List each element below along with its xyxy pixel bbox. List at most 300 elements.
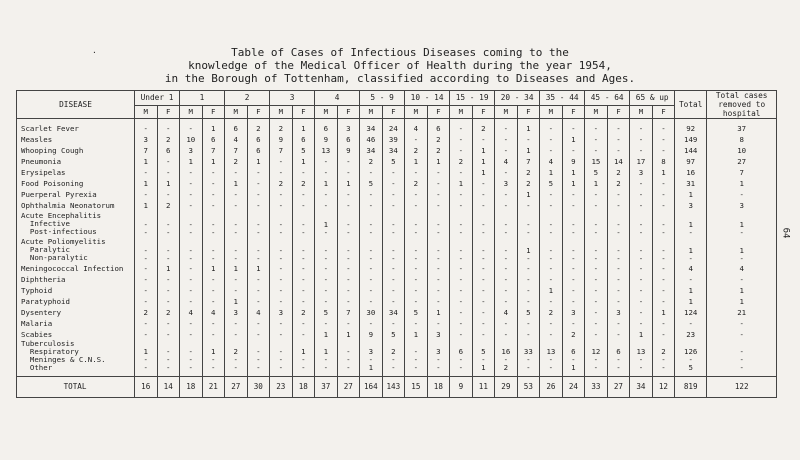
cell-value: 3 <box>739 200 744 210</box>
cell-value: - <box>278 189 284 199</box>
disease-cell <box>17 307 135 318</box>
value-cell <box>180 307 203 318</box>
value-cell <box>607 296 630 307</box>
cell-value: 7 <box>211 145 216 155</box>
value-cell <box>517 307 540 318</box>
value-cell <box>585 377 608 398</box>
value-cell <box>472 274 495 285</box>
cell-value: - <box>166 318 171 328</box>
value-cell <box>135 377 158 398</box>
value-cell <box>517 178 540 189</box>
value-cell <box>450 211 473 237</box>
value-cell <box>202 134 225 145</box>
value-cell <box>247 285 270 296</box>
cell-value: 26 <box>546 382 556 391</box>
value-cell <box>472 189 495 200</box>
value-cell <box>270 263 293 274</box>
value-cell <box>292 123 315 134</box>
cell-value: 9 <box>278 134 284 144</box>
value-cell <box>495 318 518 329</box>
value-cell <box>180 200 203 211</box>
cell-value: 4 <box>503 156 509 166</box>
cell-value: - - <box>413 246 419 263</box>
cell-value: - <box>188 318 193 328</box>
value-cell <box>292 263 315 274</box>
cell-value: - <box>503 200 509 210</box>
value-cell <box>517 274 540 285</box>
header-age-group: 35 - 44 <box>540 91 585 106</box>
value-cell <box>180 178 203 189</box>
cell-value: 1 <box>301 156 306 166</box>
value-cell <box>707 200 777 211</box>
value-cell <box>157 329 180 340</box>
value-cell <box>427 274 450 285</box>
value-cell <box>157 296 180 307</box>
cell-value: 4 <box>548 156 554 166</box>
value-cell <box>652 377 675 398</box>
value-cell <box>652 200 675 211</box>
value-cell <box>225 285 248 296</box>
cell-value: 6 <box>436 123 441 133</box>
value-cell <box>337 178 360 189</box>
header-sex: F <box>427 106 450 119</box>
cell-value: 27 <box>231 382 241 391</box>
cell-value: - - <box>593 246 599 263</box>
disease-name: Erysipelas <box>21 167 66 177</box>
cell-value: - - <box>166 220 171 237</box>
value-cell <box>607 145 630 156</box>
value-cell <box>292 377 315 398</box>
cell-value: - <box>458 296 464 306</box>
cell-value: - <box>638 134 644 144</box>
value-cell <box>180 167 203 178</box>
value-cell <box>562 156 585 167</box>
value-cell <box>247 274 270 285</box>
cell-value: 1 <box>688 189 693 199</box>
cell-value: - <box>413 189 419 199</box>
value-cell <box>157 145 180 156</box>
value-cell <box>427 340 450 372</box>
disease-cell <box>17 156 135 167</box>
cell-value: - <box>571 189 576 199</box>
value-cell <box>135 318 158 329</box>
value-cell <box>427 307 450 318</box>
cell-value: 2 <box>436 134 441 144</box>
cell-value: 1 <box>548 167 554 177</box>
cell-value: - <box>593 134 599 144</box>
cell-value: - <box>526 200 531 210</box>
value-cell <box>675 274 707 285</box>
disease-cell <box>17 237 135 263</box>
value-cell <box>707 189 777 200</box>
cell-value: - <box>458 285 464 295</box>
cell-value: 1 <box>413 329 419 339</box>
cell-value: 2 <box>616 178 621 188</box>
value-cell <box>315 318 338 329</box>
cell-value: 1 <box>323 329 329 339</box>
value-cell <box>707 178 777 189</box>
value-cell <box>247 329 270 340</box>
value-cell <box>337 340 360 372</box>
cell-value: 27 <box>737 156 747 166</box>
cell-value: - <box>503 145 509 155</box>
value-cell <box>225 307 248 318</box>
cell-value: - <box>571 123 576 133</box>
cell-value: 1 <box>571 134 576 144</box>
cell-value: - <box>166 285 171 295</box>
cell-value: - <box>481 263 486 273</box>
value-cell <box>517 329 540 340</box>
value-cell <box>427 123 450 134</box>
cell-value: - <box>548 134 554 144</box>
cell-value: 7 <box>346 307 351 317</box>
cell-value: - <box>436 263 441 273</box>
cell-value: - <box>571 285 576 295</box>
cell-value: 9 <box>323 134 329 144</box>
value-cell <box>472 200 495 211</box>
value-cell <box>630 123 653 134</box>
cell-value: - - <box>278 220 284 237</box>
header-age-group: 10 - 14 <box>405 91 450 106</box>
cell-value: - <box>503 263 509 273</box>
cell-value: 30 <box>253 382 263 391</box>
header-total: Total <box>675 91 707 119</box>
value-cell <box>315 134 338 145</box>
value-cell <box>405 285 428 296</box>
table-row <box>17 274 777 285</box>
value-cell <box>270 237 293 263</box>
value-cell <box>630 134 653 145</box>
cell-value: - <box>391 178 396 188</box>
cell-value: 2 <box>166 134 171 144</box>
cell-value: - - <box>278 246 284 263</box>
value-cell <box>607 189 630 200</box>
value-cell <box>562 123 585 134</box>
disease-name: Typhoid <box>21 285 53 295</box>
value-cell <box>270 285 293 296</box>
value-cell <box>382 200 405 211</box>
header-age-group: 2 <box>225 91 270 106</box>
cell-value: - <box>413 285 419 295</box>
table-row <box>17 340 777 372</box>
value-cell <box>180 274 203 285</box>
value-cell <box>585 134 608 145</box>
cell-value: 46 <box>366 134 376 144</box>
cell-value: - <box>503 167 509 177</box>
disease-name: TOTAL <box>63 382 87 391</box>
cell-value: 6 - - <box>458 347 464 372</box>
value-cell <box>360 307 383 318</box>
cell-value: - <box>256 178 261 188</box>
header-sex: M <box>225 106 248 119</box>
value-cell <box>707 285 777 296</box>
cell-value: - <box>688 274 693 284</box>
value-cell <box>270 318 293 329</box>
value-cell <box>707 123 777 134</box>
cell-value: 3 <box>278 307 284 317</box>
cell-value: 6 <box>346 134 351 144</box>
cell-value: - - <box>143 220 148 237</box>
value-cell <box>540 134 563 145</box>
value-cell <box>630 377 653 398</box>
cell-value: 6 <box>256 134 261 144</box>
cell-value: - - <box>458 246 464 263</box>
cell-value: 1 - - <box>323 347 329 372</box>
cell-value: 1 <box>188 156 193 166</box>
cell-value: - <box>143 263 148 273</box>
cell-value: - <box>503 274 509 284</box>
disease-cell <box>17 285 135 296</box>
disease-name: Acute Encephalitis Infective Post-infectious <box>21 211 102 236</box>
cell-value: - <box>638 200 644 210</box>
cell-value: - <box>616 296 621 306</box>
cell-value: 7 <box>278 145 284 155</box>
cell-value: 2 <box>458 156 464 166</box>
cell-value: - <box>638 307 644 317</box>
cell-value: - <box>616 285 621 295</box>
value-cell <box>652 167 675 178</box>
cell-value: - - - <box>739 347 744 372</box>
value-cell <box>675 134 707 145</box>
cell-value: - <box>413 318 419 328</box>
value-cell <box>652 134 675 145</box>
cell-value: - <box>526 329 531 339</box>
cell-value: - <box>391 263 396 273</box>
value-cell <box>337 318 360 329</box>
cell-value: - <box>661 318 666 328</box>
header-disease: DISEASE <box>17 91 135 119</box>
value-cell <box>675 285 707 296</box>
cell-value: - <box>571 318 576 328</box>
value-cell <box>135 329 158 340</box>
value-cell <box>360 123 383 134</box>
cell-value: - <box>256 200 261 210</box>
cell-value: - <box>739 189 744 199</box>
value-cell <box>360 329 383 340</box>
value-cell <box>382 145 405 156</box>
value-cell <box>675 237 707 263</box>
cell-value: - <box>458 318 464 328</box>
cell-value: - <box>593 318 599 328</box>
cell-value: - <box>548 189 554 199</box>
cell-value: - <box>256 189 261 199</box>
cell-value: 1 <box>211 123 216 133</box>
cell-value: 13 - - <box>636 347 646 372</box>
value-cell <box>630 263 653 274</box>
value-cell <box>495 377 518 398</box>
table-row <box>17 167 777 178</box>
cell-value: - - <box>593 220 599 237</box>
value-cell <box>517 200 540 211</box>
disease-cell <box>17 167 135 178</box>
value-cell <box>630 307 653 318</box>
value-cell <box>495 263 518 274</box>
value-cell <box>180 123 203 134</box>
cell-value: - <box>368 263 374 273</box>
cell-value: - <box>593 307 599 317</box>
value-cell <box>292 167 315 178</box>
cell-value: 1 <box>526 145 531 155</box>
value-cell <box>472 156 495 167</box>
value-cell <box>405 211 428 237</box>
value-cell <box>675 211 707 237</box>
cell-value: 2 <box>143 307 148 317</box>
value-cell <box>540 329 563 340</box>
cell-value: 7 <box>526 156 531 166</box>
value-cell <box>707 167 777 178</box>
value-cell <box>472 211 495 237</box>
cell-value: - - <box>301 220 306 237</box>
value-cell <box>707 274 777 285</box>
value-cell <box>135 200 158 211</box>
value-cell <box>675 200 707 211</box>
value-cell <box>450 237 473 263</box>
value-cell <box>675 340 707 372</box>
cell-value: 5 <box>548 178 554 188</box>
value-cell <box>225 200 248 211</box>
value-cell <box>585 263 608 274</box>
cell-value: - <box>256 296 261 306</box>
cell-value: - <box>278 156 284 166</box>
value-cell <box>405 307 428 318</box>
cell-value: 2 <box>616 167 621 177</box>
value-cell <box>540 189 563 200</box>
cell-value: - - <box>301 246 306 263</box>
cell-value: - <box>616 200 621 210</box>
cell-value: - <box>256 274 261 284</box>
value-cell <box>495 237 518 263</box>
cell-value: - <box>481 189 486 199</box>
cell-value: 37 <box>737 123 747 133</box>
cell-value: 1 <box>436 156 441 166</box>
value-cell <box>472 307 495 318</box>
value-cell <box>360 178 383 189</box>
value-cell <box>427 200 450 211</box>
cell-value: - <box>481 318 486 328</box>
cell-value: 23 <box>686 329 696 339</box>
value-cell <box>157 307 180 318</box>
cell-value: - <box>188 167 193 177</box>
cell-value: - - <box>143 246 148 263</box>
value-cell <box>337 237 360 263</box>
table-row <box>17 123 777 134</box>
disease-name: Food Poisoning <box>21 178 84 188</box>
cell-value: 9 <box>458 382 464 391</box>
cell-value: 1 <box>739 285 744 295</box>
value-cell <box>630 274 653 285</box>
value-cell <box>652 285 675 296</box>
value-cell <box>405 200 428 211</box>
cell-value: - <box>458 123 464 133</box>
table-row <box>17 211 777 237</box>
disease-cell <box>17 318 135 329</box>
cell-value: 2 - - <box>233 347 238 372</box>
value-cell <box>630 285 653 296</box>
cell-value: - <box>458 189 464 199</box>
value-cell <box>517 123 540 134</box>
value-cell <box>630 156 653 167</box>
value-cell <box>405 237 428 263</box>
disease-cell <box>17 377 135 398</box>
value-cell <box>707 156 777 167</box>
value-cell <box>315 274 338 285</box>
value-cell <box>607 285 630 296</box>
value-cell <box>180 318 203 329</box>
value-cell <box>157 134 180 145</box>
value-cell <box>270 340 293 372</box>
cell-value: - <box>188 296 193 306</box>
value-cell <box>337 263 360 274</box>
value-cell <box>337 156 360 167</box>
cell-value: 2 <box>368 156 374 166</box>
cell-value: - - <box>571 220 576 237</box>
cell-value: - - <box>481 246 486 263</box>
value-cell <box>630 189 653 200</box>
cell-value: - <box>593 329 599 339</box>
cell-value: - <box>436 189 441 199</box>
infectious-diseases-table <box>16 90 777 398</box>
cell-value: - <box>638 189 644 199</box>
cell-value: 23 <box>276 382 286 391</box>
cell-value: - <box>593 145 599 155</box>
cell-value: 34 <box>636 382 646 391</box>
value-cell <box>382 189 405 200</box>
value-cell <box>157 200 180 211</box>
cell-value: 1 <box>661 307 666 317</box>
value-cell <box>607 211 630 237</box>
value-cell <box>247 211 270 237</box>
cell-value: 7 <box>739 167 744 177</box>
cell-value: - <box>301 274 306 284</box>
cell-value: 1 - <box>739 220 744 237</box>
cell-value: - <box>278 318 284 328</box>
value-cell <box>202 237 225 263</box>
value-cell <box>517 134 540 145</box>
value-cell <box>707 145 777 156</box>
value-cell <box>495 296 518 307</box>
value-cell <box>382 377 405 398</box>
cell-value: - <box>323 285 329 295</box>
cell-value: - <box>346 296 351 306</box>
cell-value: 18 <box>298 382 308 391</box>
value-cell <box>675 123 707 134</box>
value-cell <box>382 123 405 134</box>
value-cell <box>427 211 450 237</box>
disease-cell <box>17 340 135 372</box>
cell-value: - <box>503 329 509 339</box>
cell-value: - <box>661 189 666 199</box>
value-cell <box>585 318 608 329</box>
cell-value: - <box>661 134 666 144</box>
cell-value: - - <box>188 246 193 263</box>
value-cell <box>202 167 225 178</box>
value-cell <box>450 145 473 156</box>
header-sex: F <box>472 106 495 119</box>
cell-value: 1 <box>143 200 148 210</box>
value-cell <box>427 296 450 307</box>
value-cell <box>382 237 405 263</box>
cell-value: 1 - <box>688 246 693 263</box>
value-cell <box>707 134 777 145</box>
value-cell <box>135 307 158 318</box>
value-cell <box>405 178 428 189</box>
cell-value: - <box>526 285 531 295</box>
cell-value: 1 <box>688 285 693 295</box>
cell-value: - <box>503 134 509 144</box>
value-cell <box>540 307 563 318</box>
cell-value: - <box>571 296 576 306</box>
value-cell <box>180 285 203 296</box>
